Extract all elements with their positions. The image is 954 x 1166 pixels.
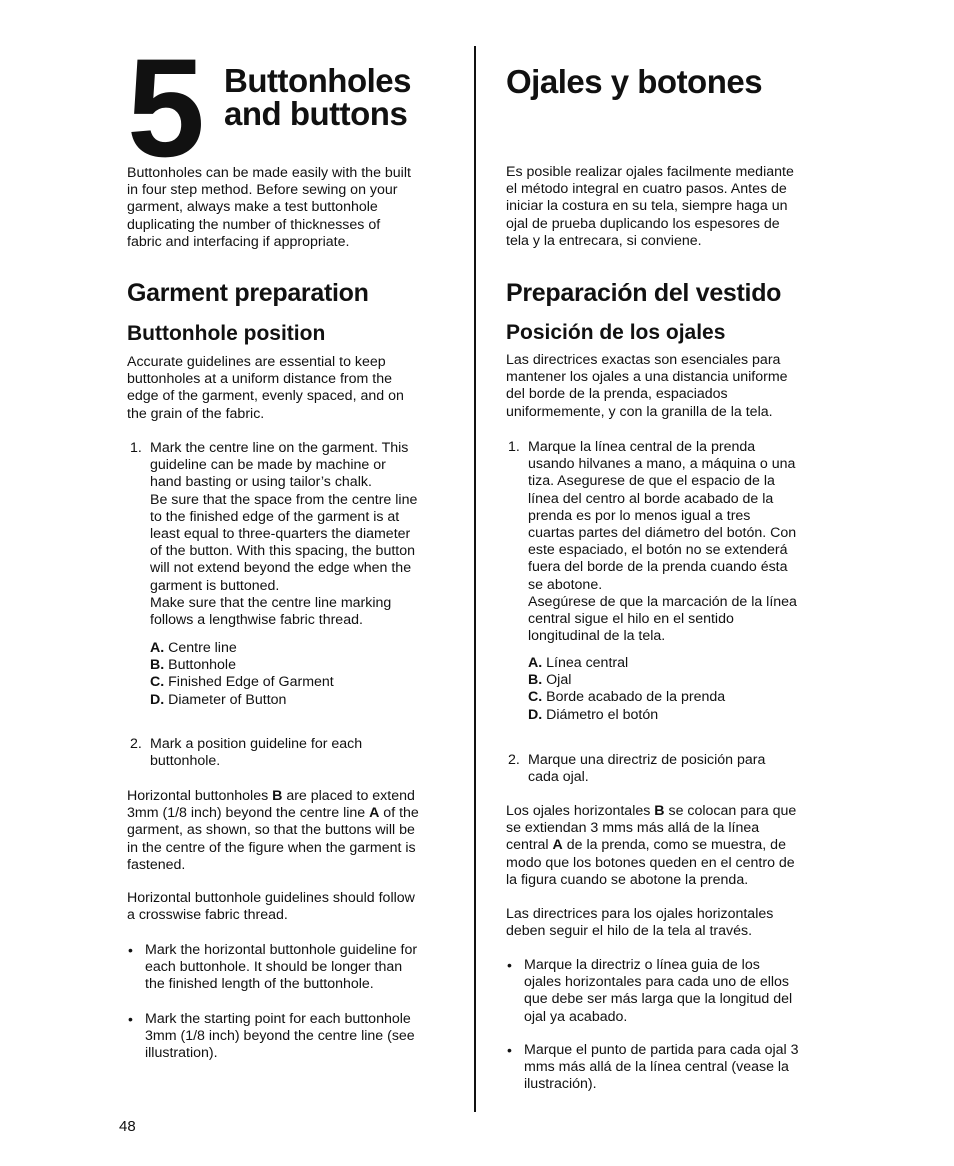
text-line: will not extend beyond the edge when the [150, 560, 412, 577]
guideline-paragraph [127, 890, 415, 924]
text-run: 3mm (1/8 inch) beyond the centre line [127, 805, 370, 822]
text-run: are placed to extend [282, 788, 415, 804]
text-run: se extiendan 3 mms más allá de la línea [506, 820, 760, 837]
text-line: guideline can be made by machine or [150, 457, 386, 474]
spanish-bullet-1-text [524, 957, 792, 1026]
page-number: 48 [119, 1118, 136, 1135]
legend-letter: C. [528, 689, 543, 706]
text-line: garment is buttoned. [150, 577, 280, 594]
text-line: ojal ya acabado. [524, 1008, 628, 1025]
text-run: Los ojales horizontales [506, 803, 655, 819]
bullet-2-text [145, 1011, 415, 1063]
step-2-text [150, 736, 362, 770]
text-line: Mark the centre line on the garment. This [150, 440, 409, 456]
position-paragraph [127, 354, 404, 423]
text-line [506, 820, 796, 837]
legend-item [528, 689, 725, 706]
text-line [127, 857, 419, 874]
text-line: se abotone. [528, 576, 603, 593]
column-divider [474, 46, 476, 1112]
legend-item [528, 655, 725, 672]
text-line: Be sure that the space from the centre line [150, 491, 418, 508]
text-line: follows a lengthwise fabric thread. [150, 612, 363, 629]
text-line: este espaciado, el botón no se extenderá [528, 542, 788, 559]
spanish-step-2-text [528, 752, 765, 786]
text-run: fastened. [127, 856, 186, 873]
text-line: Mark the starting point for each buttonhole [145, 1011, 411, 1027]
legend-item [150, 657, 334, 674]
legend-text: Diameter of Button [164, 691, 287, 708]
spanish-horizontal-buttonholes-paragraph [506, 803, 796, 889]
spanish-legend-list [528, 655, 725, 724]
section-heading: Garment preparation [127, 279, 369, 307]
text-line: fuera del borde de la prenda cuando ésta [528, 559, 788, 576]
bold-label: B [654, 803, 665, 819]
text-line: duplicating the number of thicknesses of [127, 216, 381, 233]
text-line: each buttonhole. It should be longer than [145, 959, 403, 976]
legend-item [150, 692, 334, 709]
legend-letter: A. [528, 655, 543, 671]
text-line: the finished length of the buttonhole. [145, 976, 374, 993]
text-line: del borde de la prenda, espaciados [506, 386, 728, 403]
bold-label: B [272, 788, 283, 804]
bold-label: A [369, 805, 380, 822]
text-line [127, 840, 419, 857]
chapter-title-line2: and buttons [224, 95, 408, 132]
text-line: 3mm (1/8 inch) beyond the centre line (see [145, 1028, 415, 1045]
text-line: Buttonholes can be made easily with the built [127, 165, 411, 181]
bullet-2-symbol: • [128, 1011, 133, 1027]
text-run: central [506, 837, 553, 854]
step-1-number: 1. [130, 440, 142, 456]
spanish-position-paragraph [506, 352, 788, 421]
text-line: Mark a position guideline for each [150, 736, 363, 752]
text-line: hand basting or using tailor’s chalk. [150, 474, 372, 491]
text-line: ojal de prueba duplicando los espesores de [506, 215, 780, 232]
text-line: Marque una directriz de posición para [528, 752, 766, 768]
text-line: Asegúrese de que la marcación de la línea [528, 593, 797, 610]
text-line: Make sure that the centre line marking [150, 594, 392, 611]
text-line: buttonholes at a uniform distance from the [127, 371, 392, 388]
step-1-text [150, 440, 417, 629]
spanish-bullet-1-symbol: • [507, 957, 512, 973]
text-line: to the finished edge of the garment is at [150, 508, 400, 525]
intro-paragraph [127, 165, 411, 251]
text-line: ojales horizontales para cada uno de ellos [524, 974, 790, 991]
text-line: ilustración). [524, 1076, 597, 1093]
step-2-number: 2. [130, 736, 142, 752]
text-line: Marque la directriz o línea guia de los [524, 957, 760, 973]
text-line: que debe ser más larga que la longitud del [524, 991, 793, 1008]
legend-letter: B. [150, 657, 165, 674]
legend-text: Diámetro el botón [542, 706, 659, 723]
text-line [127, 788, 419, 805]
legend-letter: D. [528, 706, 543, 723]
text-run: Horizontal buttonholes [127, 788, 273, 804]
text-line: garment, always make a test buttonhole [127, 199, 378, 216]
text-line: central sigue el hilo en el sentido [528, 611, 734, 628]
text-line [506, 803, 796, 820]
spanish-step-1-number: 1. [508, 439, 520, 455]
legend-text: Ojal [542, 672, 572, 689]
text-line: the grain of the fabric. [127, 405, 265, 422]
spanish-section-heading: Preparación del vestido [506, 279, 782, 307]
horizontal-buttonholes-paragraph [127, 788, 419, 874]
text-line: a crosswise fabric thread. [127, 907, 288, 924]
text-line [506, 855, 796, 872]
legend-item [528, 707, 725, 724]
text-run: modo que los botones queden en el centro de [506, 854, 795, 871]
chapter-title-line1: Buttonholes [224, 62, 411, 99]
legend-text: Buttonhole [164, 657, 236, 674]
text-line [506, 872, 796, 889]
legend-text: Borde acabado de la prenda [542, 689, 726, 706]
text-line: buttonhole. [150, 753, 221, 770]
legend-text: Finished Edge of Garment [164, 674, 334, 691]
text-line: iniciar la costura en su tela, siempre haga un [506, 198, 788, 215]
legend-item [528, 672, 725, 689]
text-line: Es posible realizar ojales facilmente mediante [506, 164, 794, 180]
text-line: least equal to three-quarters the diameter [150, 526, 411, 543]
text-run: in the centre of the figure when the garment is [127, 839, 416, 856]
text-line: fabric and interfacing if appropriate. [127, 233, 350, 250]
text-line: tela y la entrecara, si conviene. [506, 232, 702, 249]
spanish-intro-paragraph [506, 164, 794, 250]
legend-text: Línea central [542, 655, 629, 671]
text-line: mms más allá de la línea central (vease la [524, 1059, 789, 1076]
subheading: Buttonhole position [127, 322, 326, 345]
spanish-title: Ojales y botones [506, 63, 763, 100]
text-run: de la prenda, como se muestra, de [562, 837, 786, 854]
text-line: Marque la línea central de la prenda [528, 439, 756, 455]
legend-item [150, 674, 334, 691]
text-line: tiza. Asegurese de que el espacio de la [528, 473, 775, 490]
text-line: el método integral en cuatro pasos. Antes de [506, 181, 787, 198]
text-line: prenda es por lo menos igual a tres [528, 507, 751, 524]
text-line: illustration). [145, 1045, 218, 1062]
text-line: cuartas partes del diámetro del botón. Con [528, 525, 797, 542]
text-line: edge of the garment, evenly spaced, and on [127, 388, 404, 405]
text-line: of the button. With this spacing, the button [150, 543, 415, 560]
legend-list [150, 640, 334, 709]
text-line: uniformemente, y con la granilla de la tela. [506, 403, 773, 420]
text-line [506, 837, 796, 854]
text-line: Accurate guidelines are essential to keep [127, 354, 386, 370]
legend-letter: B. [528, 672, 543, 689]
legend-item [150, 640, 334, 657]
legend-letter: A. [150, 640, 165, 656]
bold-label: A [552, 837, 563, 854]
text-run: se colocan para que [664, 803, 797, 819]
text-line: deben seguir el hilo de la tela al través. [506, 923, 753, 940]
text-line: usando hilvanes a mano, a máquina o una [528, 456, 796, 473]
text-run: garment, as shown, so that the buttons will be [127, 822, 415, 839]
spanish-subheading: Posición de los ojales [506, 321, 726, 344]
text-run: la figura cuando se abotone la prenda. [506, 871, 749, 888]
chapter-number: 5 [127, 29, 201, 186]
text-line: in four step method. Before sewing on your [127, 182, 398, 199]
bullet-1-text [145, 942, 417, 994]
text-line: mantener los ojales a una distancia uniforme [506, 369, 788, 386]
legend-letter: D. [150, 691, 165, 708]
text-line: Marque el punto de partida para cada ojal 3 [524, 1042, 799, 1058]
legend-letter: C. [150, 674, 165, 691]
text-line: línea del centro al borde acabado de la [528, 490, 774, 507]
text-line: Las directrices exactas son esenciales para [506, 352, 781, 368]
text-run: of the [379, 805, 419, 822]
text-line: Mark the horizontal buttonhole guideline for [145, 942, 418, 958]
spanish-bullet-2-symbol: • [507, 1042, 512, 1058]
chapter-title [224, 64, 411, 130]
spanish-bullet-2-text [524, 1042, 798, 1094]
text-line [127, 822, 419, 839]
text-line [127, 805, 419, 822]
spanish-step-1-text [528, 439, 797, 645]
bullet-1-symbol: • [128, 942, 133, 958]
text-line: Horizontal buttonhole guidelines should follow [127, 890, 415, 906]
text-line: Las directrices para los ojales horizontales [506, 906, 774, 922]
spanish-step-2-number: 2. [508, 752, 520, 768]
text-line: cada ojal. [528, 769, 589, 786]
text-line: longitudinal de la tela. [528, 628, 666, 645]
legend-text: Centre line [164, 640, 237, 656]
spanish-guideline-paragraph [506, 906, 773, 940]
